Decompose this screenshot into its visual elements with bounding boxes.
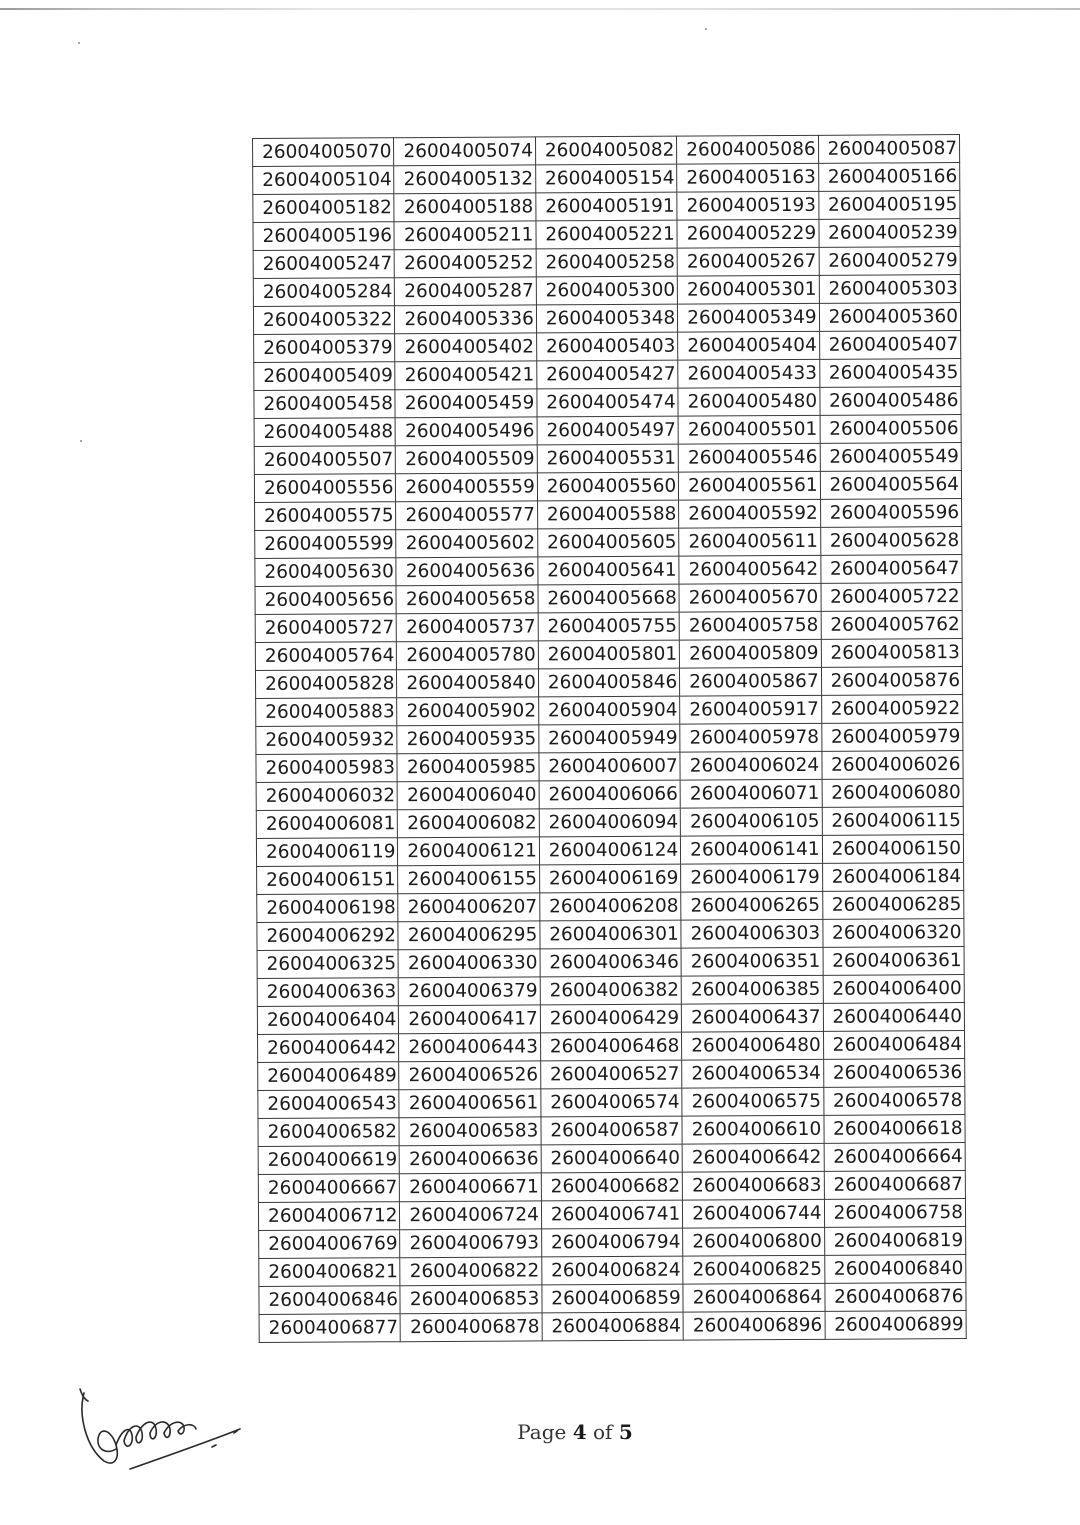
id-cell: 26004006320 [822,919,964,948]
table-row [255,527,962,559]
id-cell: 26004006198 [257,894,399,923]
id-cell: 26004006417 [399,1005,541,1034]
id-cell: 26004006587 [541,1116,683,1145]
id-cell: 26004006877 [259,1314,401,1343]
id-cell: 26004005932 [256,726,398,755]
id-cell: 26004006884 [542,1312,684,1341]
id-cell: 26004005459 [395,389,537,418]
id-cell: 26004005379 [254,334,396,363]
page-current: 4 [572,1420,587,1444]
id-cell: 26004006534 [682,1059,824,1088]
id-cell: 26004006682 [541,1172,683,1201]
id-cell: 26004005163 [677,163,819,192]
table-row [259,1283,966,1315]
table-row [257,863,964,895]
table-row [254,471,961,503]
id-cell: 26004005196 [253,222,395,251]
id-cell: 26004005935 [397,725,539,754]
id-cell: 26004005867 [680,667,822,696]
id-cell: 26004006619 [258,1146,400,1175]
table-row [258,1031,965,1063]
id-cell: 26004006536 [823,1059,965,1088]
id-cell: 26004005904 [538,696,680,725]
id-cell: 26004006285 [822,891,964,920]
id-cell: 26004006151 [257,866,399,895]
table-row [258,1087,965,1119]
id-cell: 26004006744 [683,1199,825,1228]
table-row [255,639,962,671]
id-cell: 26004006437 [682,1003,824,1032]
table-row [253,247,960,279]
table-row [257,919,964,951]
id-cell: 26004005647 [820,555,962,584]
id-cell: 26004005722 [821,583,963,612]
id-cell: 26004006896 [683,1311,825,1340]
of-word: of [593,1420,613,1444]
id-cell: 26004006667 [258,1174,400,1203]
table-row [259,1311,966,1343]
id-cell: 26004005070 [253,138,395,167]
id-cell: 26004005902 [397,697,539,726]
id-cell: 26004006640 [541,1144,683,1173]
id-cell: 26004005287 [395,277,537,306]
id-cell: 26004006295 [398,921,540,950]
id-cell: 26004005132 [394,165,536,194]
id-table-body [253,135,967,1343]
table-row [255,499,962,531]
id-cell: 26004006846 [259,1286,401,1315]
id-cell: 26004005596 [820,499,962,528]
id-cell: 26004006575 [682,1087,824,1116]
id-cell: 26004005507 [254,446,396,475]
id-cell: 26004005082 [535,136,677,165]
id-cell: 26004005300 [536,276,678,305]
id-cell: 26004006094 [539,808,681,837]
id-cell: 26004005549 [820,443,962,472]
id-cell: 26004006859 [542,1284,684,1313]
id-cell: 26004005876 [821,667,963,696]
id-cell: 26004006574 [541,1088,683,1117]
table-row [256,779,963,811]
id-cell: 26004005239 [819,219,961,248]
table-row [255,611,962,643]
id-cell: 26004005922 [821,695,963,724]
id-cell: 26004005755 [538,612,680,641]
id-cell: 26004006878 [400,1313,542,1342]
id-cell: 26004006325 [257,950,399,979]
id-cell: 26004006825 [683,1255,825,1284]
table-row [253,303,960,335]
scan-speck [80,440,82,442]
id-cell: 26004006024 [680,751,822,780]
id-cell: 26004005658 [396,585,538,614]
id-cell: 26004005258 [536,248,678,277]
id-table-container [252,134,967,1343]
id-cell: 26004006526 [399,1061,541,1090]
id-cell: 26004006351 [681,947,823,976]
id-cell: 26004005488 [254,418,396,447]
id-cell: 26004006382 [540,976,682,1005]
id-cell: 26004005404 [678,331,820,360]
id-cell: 26004005403 [536,332,678,361]
id-cell: 26004005407 [819,331,961,360]
id-cell: 26004005883 [256,698,398,727]
id-cell: 26004005611 [679,527,821,556]
table-row [255,555,962,587]
id-cell: 26004006141 [681,835,823,864]
id-cell: 26004005762 [821,611,963,640]
id-cell: 26004006800 [683,1227,825,1256]
id-cell: 26004006379 [399,977,541,1006]
id-cell: 26004005267 [677,247,819,276]
id-cell: 26004005427 [537,360,679,389]
id-cell: 26004005780 [397,641,539,670]
id-cell: 26004006071 [680,779,822,808]
id-cell: 26004006741 [541,1200,683,1229]
id-cell: 26004005846 [538,668,680,697]
table-row [253,135,960,167]
id-cell: 26004006303 [681,919,823,948]
id-cell: 26004006543 [258,1090,400,1119]
id-cell: 26004006664 [824,1143,966,1172]
id-cell: 26004005602 [396,529,538,558]
id-cell: 26004006081 [256,810,398,839]
id-cell: 26004005979 [821,723,963,752]
id-cell: 26004005978 [680,723,822,752]
id-cell: 26004005642 [679,555,821,584]
table-row [258,1171,965,1203]
id-cell: 26004005983 [256,754,398,783]
id-cell: 26004005809 [679,639,821,668]
id-cell: 26004006440 [823,1003,965,1032]
id-cell: 26004005349 [678,303,820,332]
id-cell: 26004006683 [682,1171,824,1200]
table-row [258,1143,965,1175]
id-cell: 26004006184 [822,863,964,892]
id-cell: 26004005474 [537,388,679,417]
table-row [253,275,960,307]
id-number-table [252,134,967,1343]
id-cell: 26004006361 [823,947,965,976]
id-cell: 26004006853 [400,1285,542,1314]
table-row [253,219,960,251]
id-cell: 26004005546 [678,443,820,472]
id-cell: 26004006026 [821,751,963,780]
id-cell: 26004006484 [823,1031,965,1060]
id-cell: 26004006429 [540,1004,682,1033]
id-cell: 26004006301 [540,920,682,949]
table-row [254,415,961,447]
id-cell: 26004005104 [253,166,395,195]
id-cell: 26004005636 [396,557,538,586]
page-total: 5 [618,1420,633,1444]
table-row [256,807,963,839]
id-cell: 26004005559 [396,473,538,502]
id-cell: 26004005279 [819,247,961,276]
table-row [253,163,960,195]
id-cell: 26004005628 [820,527,962,556]
id-cell: 26004006124 [539,836,681,865]
table-row [254,359,961,391]
id-cell: 26004005531 [537,444,679,473]
id-cell: 26004005435 [819,359,961,388]
id-cell: 26004005409 [254,362,396,391]
id-cell: 26004005575 [255,502,397,531]
id-cell: 26004005166 [818,163,960,192]
id-cell: 26004005360 [819,303,961,332]
id-cell: 26004005154 [535,164,677,193]
id-cell: 26004006265 [681,891,823,920]
id-cell: 26004005828 [255,670,397,699]
id-cell: 26004006105 [680,807,822,836]
id-cell: 26004006671 [400,1173,542,1202]
id-cell: 26004006819 [824,1227,966,1256]
table-row [258,1199,965,1231]
id-cell: 26004006150 [822,835,964,864]
table-row [254,387,961,419]
id-cell: 26004005764 [255,642,397,671]
id-cell: 26004006207 [398,893,540,922]
id-cell: 26004006404 [257,1006,399,1035]
id-cell: 26004005670 [679,583,821,612]
id-cell: 26004005641 [538,556,680,585]
id-cell: 26004005221 [536,220,678,249]
id-cell: 26004006840 [824,1255,966,1284]
id-cell: 26004005506 [820,415,962,444]
table-row [256,835,963,867]
table-row [257,1003,964,1035]
id-cell: 26004005402 [395,333,537,362]
id-cell: 26004006400 [823,975,965,1004]
id-cell: 26004006822 [400,1257,542,1286]
id-cell: 26004006082 [398,809,540,838]
id-cell: 26004005182 [253,194,395,223]
page-number [0,1420,1080,1444]
id-cell: 26004005229 [677,219,819,248]
id-cell: 26004006292 [257,922,399,951]
id-cell: 26004005561 [679,471,821,500]
id-cell: 26004005556 [254,474,396,503]
id-cell: 26004005496 [395,417,537,446]
id-cell: 26004006155 [398,865,540,894]
id-cell: 26004005630 [255,558,397,587]
id-cell: 26004005758 [679,611,821,640]
id-cell: 26004006119 [256,838,398,867]
id-cell: 26004005501 [678,415,820,444]
id-cell: 26004006899 [825,1311,967,1340]
id-cell: 26004005074 [394,137,536,166]
id-cell: 26004005588 [537,500,679,529]
scan-speck [705,28,707,30]
id-cell: 26004005917 [680,695,822,724]
id-cell: 26004005509 [396,445,538,474]
id-cell: 26004006824 [542,1256,684,1285]
id-cell: 26004006794 [541,1228,683,1257]
id-cell: 26004006864 [683,1283,825,1312]
id-cell: 26004006876 [824,1283,966,1312]
id-cell: 26004006610 [682,1115,824,1144]
id-cell: 26004005301 [677,275,819,304]
table-row [258,1115,965,1147]
id-cell: 26004005421 [395,361,537,390]
id-cell: 26004005656 [255,586,397,615]
id-cell: 26004006618 [824,1115,966,1144]
id-cell: 26004005086 [677,135,819,164]
id-cell: 26004006468 [540,1032,682,1061]
table-row [255,667,962,699]
id-cell: 26004006636 [400,1145,542,1174]
id-cell: 26004005737 [397,613,539,642]
table-row [256,751,963,783]
id-cell: 26004005813 [821,639,963,668]
id-cell: 26004006642 [682,1143,824,1172]
table-row [253,191,960,223]
id-cell: 26004006179 [681,863,823,892]
id-cell: 26004006442 [258,1034,400,1063]
scan-top-edge [0,8,1080,10]
id-cell: 26004005247 [253,250,395,279]
id-cell: 26004006007 [539,752,681,781]
scan-speck [78,42,80,44]
id-cell: 26004005188 [394,193,536,222]
id-cell: 26004005458 [254,390,396,419]
id-cell: 26004005560 [537,472,679,501]
id-cell: 26004005252 [395,249,537,278]
id-cell: 26004006489 [258,1062,400,1091]
id-cell: 26004005840 [397,669,539,698]
id-cell: 26004006582 [258,1118,400,1147]
table-row [259,1227,966,1259]
id-cell: 26004005599 [255,530,397,559]
id-cell: 26004006066 [539,780,681,809]
table-row [256,723,963,755]
id-cell: 26004005564 [820,471,962,500]
id-cell: 26004006115 [822,807,964,836]
id-cell: 26004006527 [540,1060,682,1089]
id-cell: 26004005668 [538,584,680,613]
id-cell: 26004006032 [256,782,398,811]
table-row [255,583,962,615]
table-row [259,1255,966,1287]
id-cell: 26004005303 [819,275,961,304]
id-cell: 26004006578 [823,1087,965,1116]
id-cell: 26004005577 [396,501,538,530]
id-cell: 26004005193 [677,191,819,220]
id-cell: 26004006687 [824,1171,966,1200]
table-row [254,331,961,363]
id-cell: 26004006346 [540,948,682,977]
table-row [256,695,963,727]
id-cell: 26004005191 [536,192,678,221]
id-cell: 26004005348 [536,304,678,333]
id-cell: 26004005480 [678,387,820,416]
id-cell: 26004005087 [818,135,960,164]
id-cell: 26004006040 [397,781,539,810]
id-cell: 26004006080 [822,779,964,808]
table-row [258,1059,965,1091]
id-cell: 26004005336 [395,305,537,334]
id-cell: 26004005211 [394,221,536,250]
id-cell: 26004005801 [538,640,680,669]
id-cell: 26004005486 [819,387,961,416]
table-row [254,443,961,475]
id-cell: 26004006712 [258,1202,400,1231]
id-cell: 26004006385 [681,975,823,1004]
table-row [257,975,964,1007]
id-cell: 26004005322 [253,306,395,335]
id-cell: 26004005284 [253,278,395,307]
id-cell: 26004006821 [259,1258,401,1287]
page-word: Page [517,1420,567,1444]
id-cell: 26004006121 [398,837,540,866]
id-cell: 26004006443 [399,1033,541,1062]
id-cell: 26004006363 [257,978,399,1007]
id-cell: 26004006793 [400,1229,542,1258]
id-cell: 26004005433 [678,359,820,388]
id-cell: 26004006583 [399,1117,541,1146]
id-cell: 26004005605 [537,528,679,557]
id-cell: 26004005195 [818,191,960,220]
id-cell: 26004006561 [399,1089,541,1118]
id-cell: 26004005727 [255,614,397,643]
table-row [257,947,964,979]
id-cell: 26004005949 [539,724,681,753]
id-cell: 26004006330 [398,949,540,978]
id-cell: 26004006480 [682,1031,824,1060]
id-cell: 26004006769 [259,1230,401,1259]
id-cell: 26004005592 [679,499,821,528]
id-cell: 26004006169 [539,864,681,893]
id-cell: 26004005497 [537,416,679,445]
table-row [257,891,964,923]
id-cell: 26004006758 [824,1199,966,1228]
id-cell: 26004005985 [397,753,539,782]
id-cell: 26004006208 [540,892,682,921]
id-cell: 26004006724 [400,1201,542,1230]
